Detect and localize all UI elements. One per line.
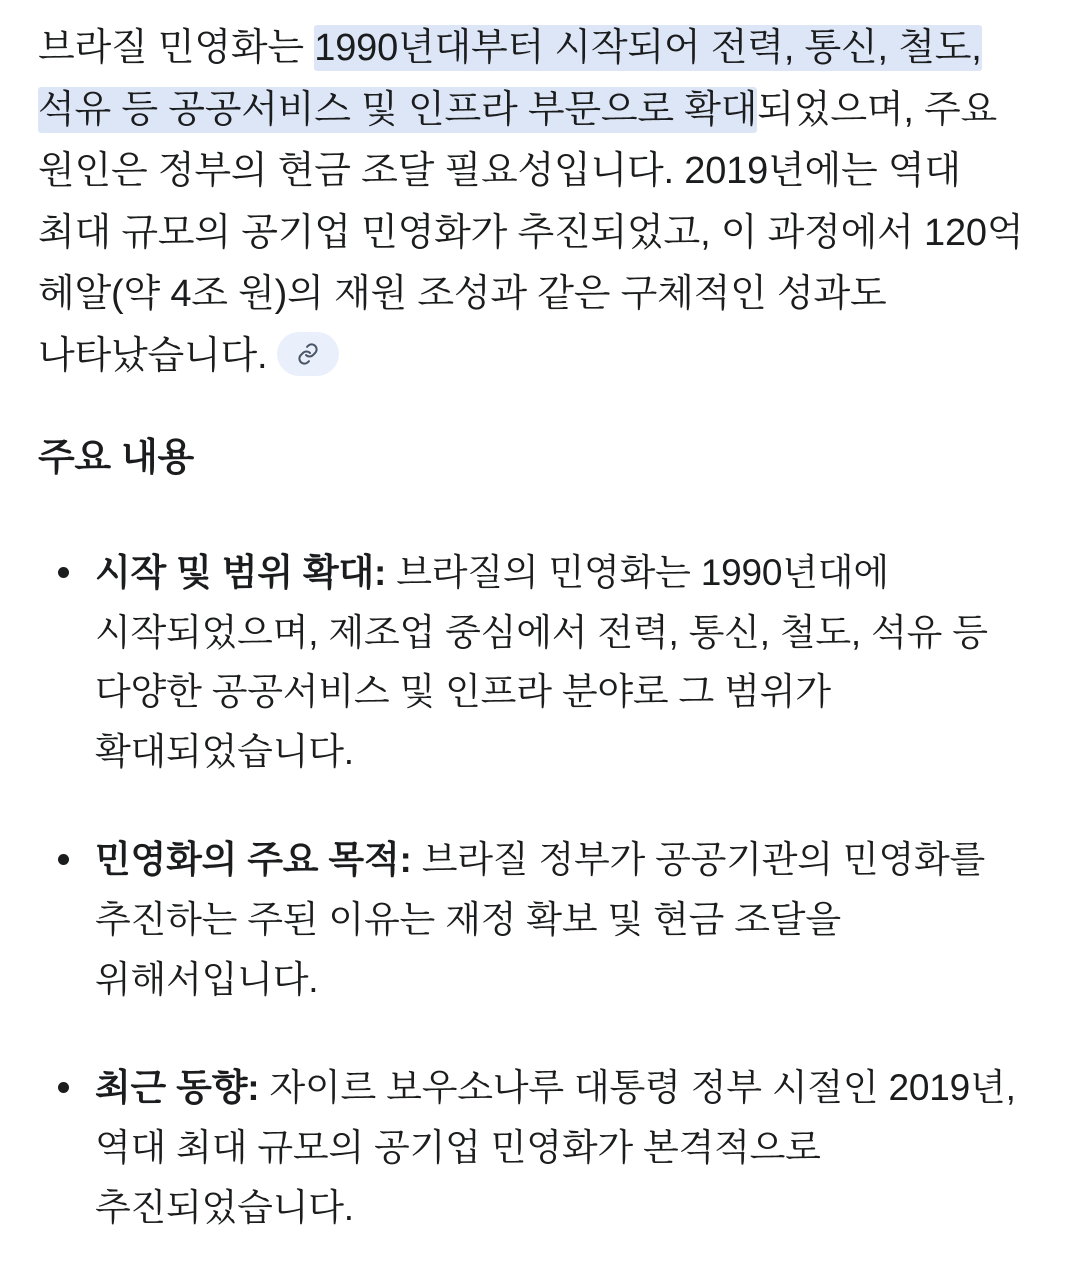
list-item (38, 830, 1042, 1010)
list-item-lead: 시작 및 범위 확대: (95, 551, 387, 593)
link-icon[interactable] (277, 332, 339, 376)
list-item-lead: 최근 동향: (95, 1067, 260, 1109)
key-points-list (38, 543, 1042, 1238)
list-item-body: 자이르 보우소나루 대통령 정부 시절인 2019년, 역대 최대 규모의 공기업 민영화가 본격적으로 추진되었습니다. (95, 1067, 1016, 1229)
list-item-body: 브라질의 민영화는 1990년대에 시작되었으며, 제조업 중심에서 전력, 통신, 철도, 석유 등 다양한 공공서비스 및 인프라 분야로 그 범위가 확대되었습니다. (95, 551, 988, 773)
list-item-body: 브라질 정부가 공공기관의 민영화를 추진하는 주된 이유는 재정 확보 및 현금 조달을 위해서입니다. (95, 839, 986, 1001)
list-item (38, 543, 1042, 783)
intro-highlighted-text: 1990년대부터 시작되어 전력, 통신, 철도, 석유 등 공공서비스 및 인프라 부문으로 확대 (38, 27, 982, 131)
list-item-lead: 민영화의 주요 목적: (95, 839, 412, 881)
intro-paragraph (38, 18, 1042, 387)
list-item (38, 1058, 1042, 1238)
intro-tail-text: 되었으며, 주요 원인은 정부의 현금 조달 필요성입니다. 2019년에는 역대 최대 규모의 공기업 민영화가 추진되었고, 이 과정에서 120억 헤알(약 4조 원)의 재원 조성과 같은 구체적인 성과도 나타났습니다. (38, 88, 1024, 377)
intro-lead-text: 브라질 민영화는 (38, 27, 315, 69)
section-heading: 주요 내용 (38, 437, 194, 480)
